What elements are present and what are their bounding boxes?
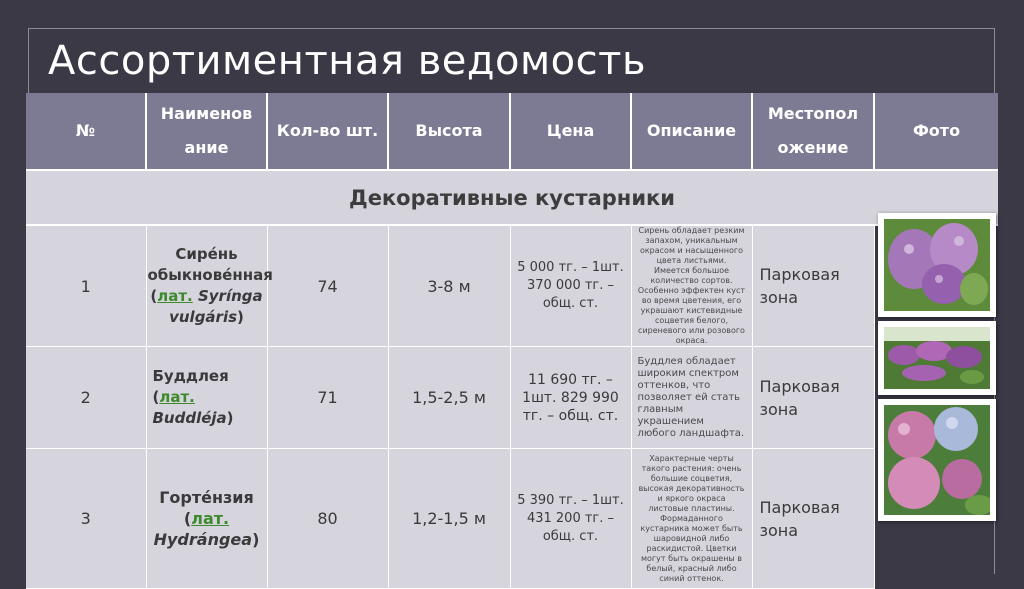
lat-close-paren: ) [237, 308, 244, 326]
lat-close-paren: ) [252, 530, 260, 549]
table-row [26, 347, 998, 449]
price-cell: 5 000 тг. – 1шт. 370 000 тг. – общ. ст. [510, 225, 631, 347]
plant-name-latin: Buddléja [152, 409, 227, 427]
location-cell: Парковая зона [752, 449, 874, 589]
plant-name [146, 225, 273, 347]
description-cell: Сирень обладает резким запахом, уникальным окрасом и насыщенного цвета листьями. Имеется большое количество сортов. Особенно эффектен куст во время цветения, его украшают кистевидные соцветия белого, сиреневого или розового окраса. [631, 225, 752, 347]
header-name: Наименов ание [146, 93, 267, 170]
header-row [26, 93, 998, 170]
plant-name-ru: Горте́нзия [159, 488, 254, 507]
row-number: 3 [26, 449, 146, 589]
location-cell: Парковая зона [752, 225, 874, 347]
section-row [26, 170, 998, 225]
lat-link[interactable]: лат. [157, 287, 193, 305]
lilac-photo [878, 213, 996, 317]
location-cell: Парковая зона [752, 347, 874, 449]
description-cell: Характерные черты такого растения: очень большие соцветия, высокая декоративность и яркого окраса листовые пластины. Формаданного кустарника может быть шаровидной либо раскидистой. Цветки могут быть окрашены в белый, красный либо синий оттенок. [631, 449, 752, 589]
header-height: Высота [388, 93, 510, 170]
price-cell: 5 390 тг. – 1шт. 431 200 тг. – общ. ст. [510, 449, 631, 589]
assortment-table [26, 93, 998, 589]
quantity-cell: 74 [267, 225, 388, 347]
row-number: 2 [26, 347, 146, 449]
lat-link[interactable]: лат. [191, 509, 230, 528]
header-price: Цена [510, 93, 631, 170]
table-row [26, 449, 998, 589]
row-number: 1 [26, 225, 146, 347]
plant-name [146, 449, 267, 589]
buddleja-photo [878, 321, 996, 395]
lat-close-paren: ) [226, 409, 234, 427]
section-title: Декоративные кустарники [26, 170, 998, 225]
height-cell: 1,2-1,5 м [388, 449, 510, 589]
lat-open-paren: ( [152, 388, 160, 406]
hydrangea-photo [878, 399, 996, 521]
plant-name-latin: Hydrángea [153, 530, 253, 549]
price-cell: 11 690 тг. – 1шт. 829 990 тг. – общ. ст. [510, 347, 631, 449]
header-number: № [26, 93, 146, 170]
description-cell: Буддлея обладает широким спектром оттенков, что позволяет ей стать главным украшением любого ландшафта. [631, 347, 752, 449]
lat-open-paren: ( [183, 509, 192, 528]
lat-open-paren: ( [150, 287, 158, 305]
header-quantity: Кол-во шт. [267, 93, 388, 170]
slide-title: Ассортиментная ведомость [48, 38, 647, 84]
table-row [26, 225, 998, 347]
photo-column [878, 213, 996, 525]
plant-name-ru: Буддлея [152, 367, 229, 385]
header-photo: Фото [874, 93, 998, 170]
height-cell: 1,5-2,5 м [388, 347, 510, 449]
header-location: Местопол ожение [752, 93, 874, 170]
plant-name-ru: Сире́нь обыкнове́нная [147, 245, 273, 284]
quantity-cell: 80 [267, 449, 388, 589]
plant-name-latin: Syrínga vulgáris [169, 287, 263, 326]
height-cell: 3-8 м [388, 225, 510, 347]
quantity-cell: 71 [267, 347, 388, 449]
lat-link[interactable]: лат. [159, 388, 195, 406]
plant-name [146, 347, 267, 449]
header-description: Описание [631, 93, 752, 170]
